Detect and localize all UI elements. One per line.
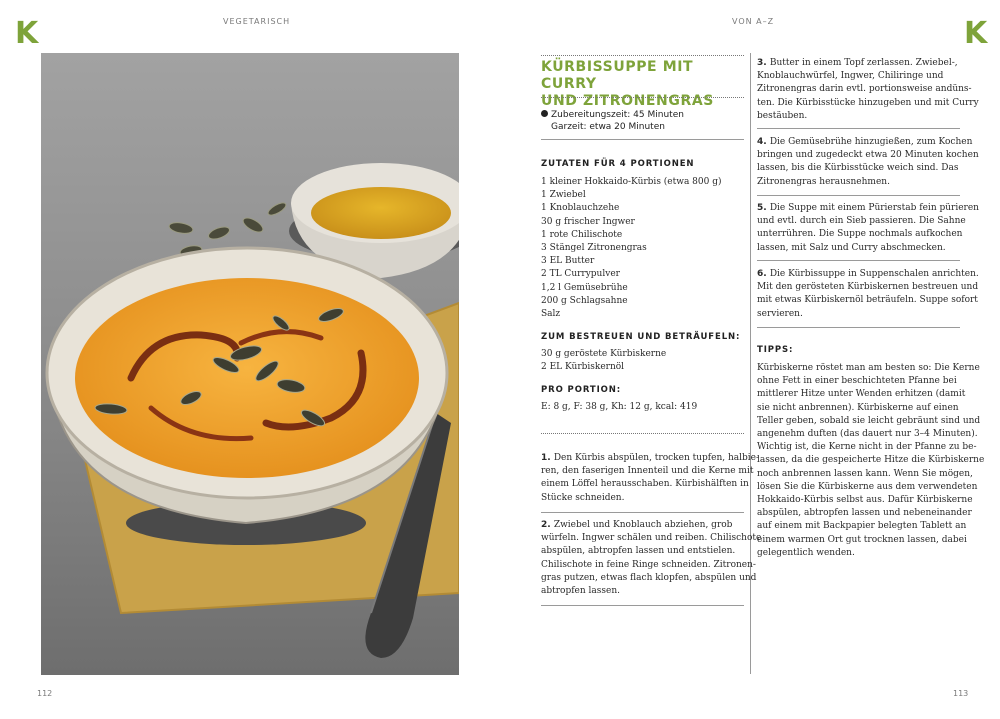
step-number: 5. <box>757 203 770 213</box>
step-line: Knoblauchwürfel, Ingwer, Chiliringe und <box>757 71 944 82</box>
prep-time: Zubereitungszeit: 45 Minuten Garzeit: etwa 20 Minuten <box>541 109 684 133</box>
step-line: servieren. <box>757 308 803 319</box>
step-line: einem Löffel herausschaben. Kürbishälften in <box>541 479 749 490</box>
ingredient-item: Salz <box>541 309 561 320</box>
step-line: Zitronengras herausnehmen. <box>757 176 890 187</box>
tips-line: Hokkaido-Kürbis selbst aus. Dafür Kürbiskerne <box>757 495 973 506</box>
tips-line: auf einem mit Backpapier belegten Tablett an <box>757 521 967 532</box>
ingredient-item: 1 kleiner Hokkaido-Kürbis (etwa 800 g) <box>541 177 722 187</box>
ingredient-item: 1 Knoblauchzehe <box>541 203 620 214</box>
page-number-left: 112 <box>37 689 53 698</box>
step-number: 6. <box>757 269 770 279</box>
step-line: mit etwas Kürbiskernöl beträufeln. Suppe sofort <box>757 295 978 306</box>
portion-values: E: 8 g, F: 38 g, Kh: 12 g, kcal: 419 <box>541 402 698 412</box>
ingredients-list <box>541 176 746 321</box>
garnish-item: 2 EL Kürbiskernöl <box>541 362 625 373</box>
step-line: gras putzen, etwas flach klopfen, abspülen und <box>541 572 757 583</box>
step-line: abspülen, abtropfen lassen und entstielen. <box>541 546 736 557</box>
recipe-title-line2: UND ZITRONENGRAS <box>541 93 714 109</box>
garnish-heading: ZUM BESTREUEN UND BETRÄUFELN: <box>541 332 741 342</box>
ingredient-item: 3 Stängel Zitronengras <box>541 243 647 254</box>
step-number: 3. <box>757 58 770 68</box>
step-line: Chilischote in feine Ringe schneiden. Zitronen- <box>541 559 756 570</box>
running-head-right: VON A–Z <box>732 17 775 26</box>
ingredient-item: 1 rote Chilischote <box>541 229 623 240</box>
rule-step-4 <box>757 195 960 196</box>
step-line: bringen und zugedeckt etwa 20 Minuten kochen <box>757 150 979 161</box>
step-line: 1. Den Kürbis abspülen, trocken tupfen, halbie- <box>541 453 760 463</box>
rule-step-5 <box>757 260 960 261</box>
step-line: lassen, bis die Kürbisstücke weich sind. Das <box>757 163 959 174</box>
step-line: 2. Zwiebel und Knoblauch abziehen, grob <box>541 520 733 530</box>
step-5 <box>757 202 979 255</box>
step-line: ten. Die Kürbisstücke hinzugeben und mit Curry <box>757 97 979 108</box>
ingredient-item: 1 Zwiebel <box>541 190 586 201</box>
recipe-title <box>541 59 746 110</box>
tips-line: Wichtig ist, die Kerne nicht in der Pfanne zu be- <box>757 442 977 453</box>
step-line: 5. Die Suppe mit einem Pürierstab fein pürieren <box>757 203 979 213</box>
step-line: würfeln. Ingwer schälen und reiben. Chilischote <box>541 533 762 544</box>
garnish-item: 30 g geröstete Kürbiskerne <box>541 349 667 359</box>
cook-time: Garzeit: etwa 20 Minuten <box>551 122 665 132</box>
step-line: 3. Butter in einem Topf zerlassen. Zwiebel-, <box>757 58 958 68</box>
step-line: ren, den faserigen Innenteil und die Kerne mit <box>541 466 754 477</box>
step-2 <box>541 519 762 598</box>
ingredient-item: 30 g frischer Ingwer <box>541 216 635 227</box>
step-line: lassen, mit Salz und Curry abschmecken. <box>757 242 946 253</box>
step-number: 1. <box>541 453 554 463</box>
garnish-list <box>541 348 746 374</box>
step-line: Stücke schneiden. <box>541 492 625 503</box>
rule-dotted-top <box>541 55 744 56</box>
tips-line: gelegentlich wenden. <box>757 547 855 558</box>
clock-icon <box>541 110 548 117</box>
ingredient-item: 3 EL Butter <box>541 256 595 267</box>
step-3 <box>757 57 979 123</box>
rule-step-3 <box>757 128 960 129</box>
tips-line: Teller geben, sobald sie leicht gebräunt sind und <box>757 415 981 426</box>
tips-line: angenehm duften (das dauert nur 3–4 Minuten). <box>757 429 978 440</box>
tips-line: einem warmen Ort gut trocknen lassen, dabei <box>757 534 967 545</box>
page-number-right: 113 <box>953 689 969 698</box>
tips-text <box>757 362 985 560</box>
rule-after-time <box>541 139 744 140</box>
section-letter-left: K <box>15 16 39 51</box>
portion-heading: PRO PORTION: <box>541 385 622 395</box>
rule-step-1 <box>541 512 744 513</box>
ingredient-item: 200 g Schlagsahne <box>541 295 628 306</box>
rule-step-6 <box>757 327 960 328</box>
step-line: 6. Die Kürbissuppe in Suppenschalen anrichten. <box>757 269 979 279</box>
tips-line: lassen, da die gespeicherte Hitze die Kürbiskerne <box>757 455 985 466</box>
tips-line: noch anbrennen lassen kann. Wenn Sie mögen, <box>757 468 973 479</box>
recipe-title-line1: KÜRBISSUPPE MIT CURRY <box>541 59 694 92</box>
step-line: 4. Die Gemüsebrühe hinzugießen, zum Kochen <box>757 137 973 147</box>
tips-line: mittlerer Hitze unter Wenden erhitzen (damit <box>757 389 966 400</box>
step-line: Zitronengras darin evtl. portionsweise andüns- <box>757 84 972 95</box>
rule-dotted-title <box>541 97 744 98</box>
ingredient-item: 1,2 l Gemüsebrühe <box>541 282 628 293</box>
section-letter-right: K <box>964 16 988 51</box>
step-1 <box>541 452 760 505</box>
tips-line: lösen Sie die Kürbiskerne aus dem verwendeten <box>757 481 978 492</box>
ingredients-heading: ZUTATEN FÜR 4 PORTIONEN <box>541 159 695 169</box>
tips-line: abspülen, abtropfen lassen und nebeneinander <box>757 508 972 519</box>
tips-line: Kürbiskerne röstet man am besten so: Die Kerne <box>757 363 980 373</box>
step-number: 2. <box>541 520 554 530</box>
tips-heading: TIPPS: <box>757 345 794 355</box>
step-6 <box>757 268 979 321</box>
running-head-left: VEGETARISCH <box>223 17 291 26</box>
step-number: 4. <box>757 137 770 147</box>
step-4 <box>757 136 979 189</box>
tips-line: ohne Fett in einer beschichteten Pfanne bei <box>757 376 957 387</box>
step-line: unterrühren. Die Suppe nochmals aufkochen <box>757 229 963 240</box>
soup-photo <box>41 53 459 675</box>
rule-dotted-mid <box>541 433 744 434</box>
step-line: abtropfen lassen. <box>541 586 621 597</box>
tips-line: sie nicht anbrennen). Kürbiskerne auf einen <box>757 402 959 413</box>
ingredient-item: 2 TL Currypulver <box>541 269 620 280</box>
step-line: und evtl. durch ein Sieb passieren. Die Sahne <box>757 216 966 227</box>
step-line: Mit den gerösteten Kürbiskernen bestreuen und <box>757 282 979 293</box>
step-line: bestäuben. <box>757 110 808 121</box>
rule-step-2 <box>541 605 744 606</box>
